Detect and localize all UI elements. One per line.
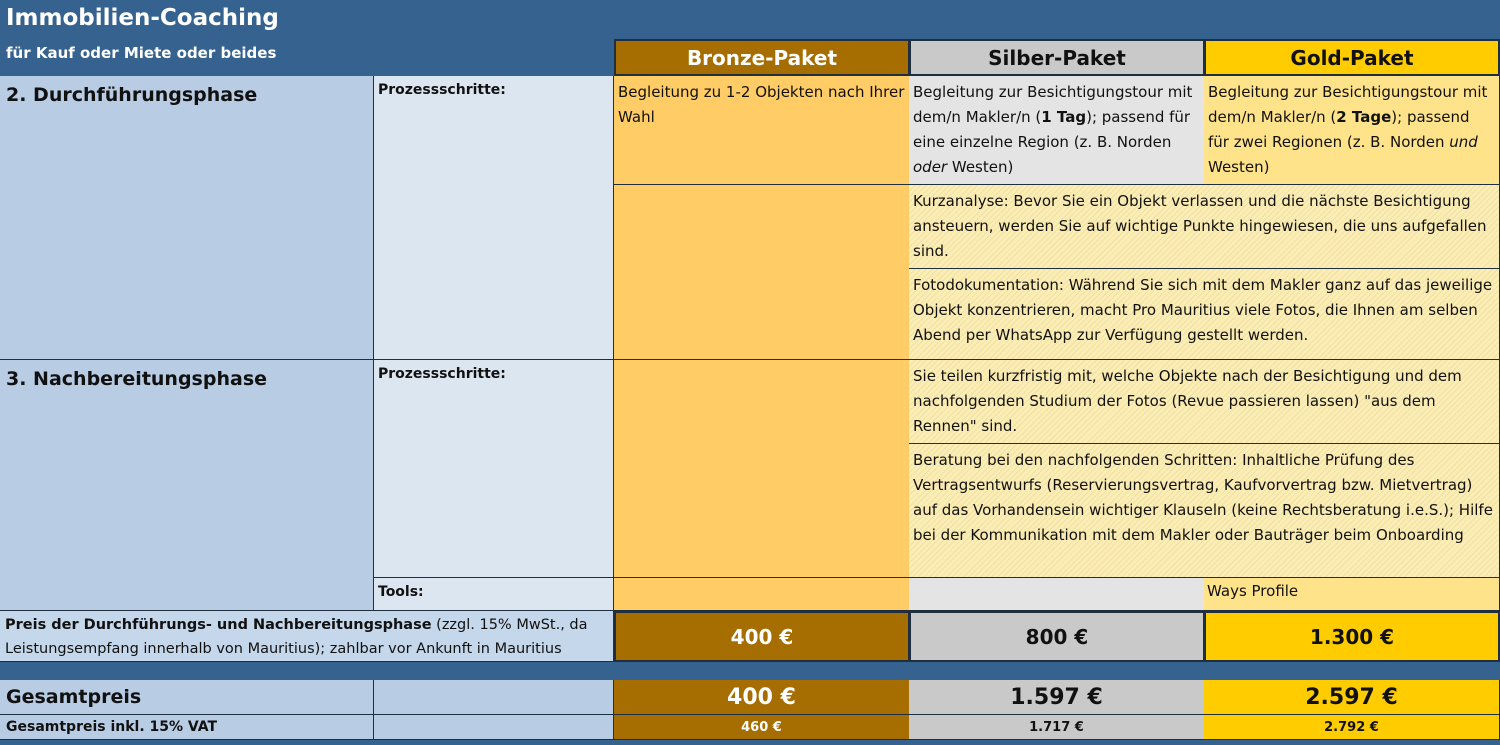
- vat-bronze-cell[interactable]: [614, 715, 910, 740]
- phase3-steps-cell[interactable]: [374, 360, 614, 578]
- vat-silver-value: 1.717 €: [1029, 719, 1084, 735]
- kurzanalyse-text: Kurzanalyse: Bevor Sie ein Objekt verlassen und die nächste Besichtigung ansteuern, werden Sie auf wichtige Punkte hingewiesen, die uns aufgefallen sind.: [913, 192, 1487, 260]
- tools-label-cell[interactable]: [374, 578, 614, 611]
- price-label-cell[interactable]: [0, 611, 614, 662]
- phase2-title-cell[interactable]: [0, 76, 374, 360]
- silver-package-header[interactable]: [909, 39, 1205, 76]
- price-silver-value: 800 €: [1025, 624, 1089, 649]
- sheet-title: Immobilien-Coaching: [6, 5, 279, 31]
- gold-package-header[interactable]: [1204, 39, 1500, 76]
- tools-gold-cell[interactable]: [1204, 578, 1500, 611]
- kurzanalyse-cell[interactable]: [909, 185, 1500, 269]
- phase2-bronze-empty-cell[interactable]: [614, 185, 910, 360]
- sheet-subtitle: für Kauf oder Miete oder beides: [6, 44, 277, 62]
- separator-row: [0, 662, 1500, 680]
- total-label: Gesamtpreis: [6, 686, 142, 708]
- phase2-bronze-cell[interactable]: [614, 76, 910, 185]
- total-empty-cell[interactable]: [374, 680, 614, 715]
- tools-label: Tools:: [378, 584, 424, 600]
- feedback-cell[interactable]: [909, 360, 1500, 444]
- price-bronze-value: 400 €: [730, 624, 794, 649]
- price-bronze-cell[interactable]: [614, 611, 910, 662]
- fotodokumentation-cell[interactable]: [909, 269, 1500, 360]
- phase2-gold-cell[interactable]: [1204, 76, 1500, 185]
- vat-silver-cell[interactable]: [909, 715, 1205, 740]
- gold-package-label: Gold-Paket: [1290, 45, 1414, 70]
- phase2-steps-label: Prozessschritte:: [378, 82, 506, 98]
- vat-label-cell[interactable]: [0, 715, 374, 740]
- phase2-steps-cell[interactable]: [374, 76, 614, 360]
- feedback-text: Sie teilen kurzfristig mit, welche Objekte nach der Besichtigung und dem nachfolgenden Studium der Fotos (Revue passieren lassen) "aus dem Rennen" sind.: [913, 367, 1462, 435]
- vat-gold-value: 2.792 €: [1324, 719, 1379, 735]
- beratung-text: Beratung bei den nachfolgenden Schritten: Inhaltliche Prüfung des Vertragsentwurfs (Reservierungsvertrag, Kaufvorvertrag bzw. Mietvertrag) auf das Vorhandensein wichtiger Klauseln (keine Rechtsberatung i.e.S.); Hilfe bei der Kommunikation mit dem Makler oder Bauträger beim Onboarding: [913, 451, 1493, 544]
- tools-silver-cell[interactable]: [909, 578, 1205, 611]
- phase2-silver-cell[interactable]: [909, 76, 1205, 185]
- beratung-cell[interactable]: [909, 444, 1500, 578]
- total-bronze-cell[interactable]: [614, 680, 910, 715]
- phase3-title: 3. Nachbereitungsphase: [6, 368, 268, 390]
- phase3-steps-label: Prozessschritte:: [378, 366, 506, 382]
- vat-label: Gesamtpreis inkl. 15% VAT: [6, 719, 218, 735]
- total-label-cell[interactable]: [0, 680, 374, 715]
- silver-package-label: Silber-Paket: [988, 45, 1126, 70]
- total-bronze-value: 400 €: [727, 684, 796, 710]
- tools-bronze-cell[interactable]: [614, 578, 910, 611]
- price-silver-cell[interactable]: [909, 611, 1205, 662]
- phase3-bronze-cell[interactable]: [614, 360, 910, 578]
- bottom-strip: [0, 740, 1500, 745]
- total-gold-cell[interactable]: [1204, 680, 1500, 715]
- vat-empty-cell[interactable]: [374, 715, 614, 740]
- bronze-package-header[interactable]: [614, 39, 910, 76]
- price-gold-cell[interactable]: [1204, 611, 1500, 662]
- phase2-title: 2. Durchführungsphase: [6, 84, 258, 106]
- total-silver-value: 1.597 €: [1010, 684, 1103, 710]
- total-gold-value: 2.597 €: [1305, 684, 1398, 710]
- total-silver-cell[interactable]: [909, 680, 1205, 715]
- bronze-package-label: Bronze-Paket: [686, 45, 838, 70]
- fotodokumentation-text: Fotodokumentation: Während Sie sich mit dem Makler ganz auf das jeweilige Objekt konzentrieren, macht Pro Mauritius viele Fotos, die Ihnen am selben Abend per WhatsApp zur Verfügung gestellt werden.: [913, 276, 1493, 344]
- phase2-bronze-text: Begleitung zu 1-2 Objekten nach Ihrer Wahl: [618, 83, 905, 126]
- vat-gold-cell[interactable]: [1204, 715, 1500, 740]
- phase2-gold-text: Begleitung zur Besichtigungstour mit dem/n Makler/n (2 Tage); passend für zwei Regionen (z. B. Norden und Westen): [1208, 83, 1488, 176]
- price-gold-value: 1.300 €: [1309, 624, 1395, 649]
- tools-gold-text: Ways Profile: [1207, 582, 1299, 600]
- price-label-text: Preis der Durchführungs- und Nachbereitungsphase (zzgl. 15% MwSt., da Leistungsempfang innerhalb von Mauritius); zahlbar vor Ankunft in Mauritius: [5, 617, 588, 657]
- phase2-silver-text: Begleitung zur Besichtigungstour mit dem/n Makler/n (1 Tag); passend für eine einzelne Region (z. B. Norden oder Westen): [913, 83, 1193, 176]
- phase3-title-cell[interactable]: [0, 360, 374, 611]
- vat-bronze-value: 460 €: [741, 719, 782, 735]
